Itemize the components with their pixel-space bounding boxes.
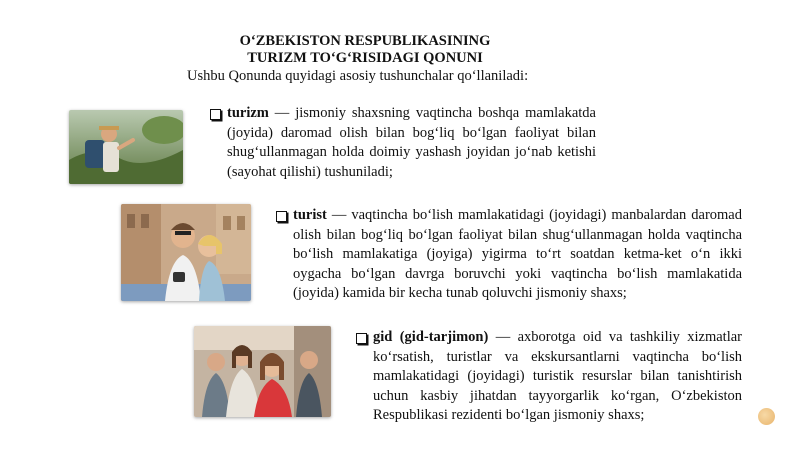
term-label: turist: [293, 207, 327, 223]
definition-turizm: [227, 104, 596, 182]
intro-text: Ushbu Qonunda quyidagi asosiy tushunchalar qo‘llaniladi:: [187, 68, 529, 84]
title-line-2: TURIZM TO‘G‘RISIDAGI QONUNI: [247, 50, 483, 66]
definition-text: — vaqtincha bo‘lish mamlakatidagi (joyidagi) manbalardan daromad olish bilan bog‘liq bo‘lgan faoliyat bilan shug‘ullanmagan holda vaqtincha bo‘lish mamlakatiga (joyiga) yigirma to‘rt soatdan ketma-ket o‘n ikki oygacha bo‘lgan davrga boruvchi yoki vaqtincha bo‘lish mamlakatida (joyida) kamida bir kecha tunab qoluvchi jismoniy shaxs;: [293, 207, 742, 301]
definition-turist: [293, 206, 742, 304]
definition-text: — axborotga oid va tashkiliy xizmatlar ko‘rsatish, turistlar va ekskursantlarni vaqtincha bo‘lish mamlakatidagi (joyidagi) turistik resurslar bilan tanishtirish uchun kasbiy jihatdan tayyorgarlik ko‘rgan, O‘zbekiston Respublikasi rezidenti bo‘lgan jismoniy shaxs;: [373, 329, 743, 423]
term-label: gid (gid-tarjimon): [373, 329, 489, 345]
tour-guide-group-photo: [194, 326, 331, 417]
term-label: turizm: [227, 105, 269, 121]
bullet-icon: [210, 109, 221, 120]
definition-gid: [373, 328, 742, 426]
bullet-icon: [356, 333, 367, 344]
definition-text: — jismoniy shaxsning vaqtincha boshqa mamlakatda (joyida) daromad olish bilan bog‘liq bo‘lgan faoliyat bilan shug‘ullanmagan holda doimiy yashash joyidan jo‘nab ketishi (sayohat qilishi) tushuniladi;: [227, 105, 596, 180]
title-line-1: O‘ZBEKISTON RESPUBLIKASINING: [239, 33, 491, 49]
bullet-icon: [276, 211, 287, 222]
hiker-with-backpack-photo: [69, 110, 183, 184]
tourist-couple-selfie-photo: [121, 204, 251, 301]
decorative-circle-icon: [758, 408, 775, 425]
document-title: [200, 33, 530, 67]
